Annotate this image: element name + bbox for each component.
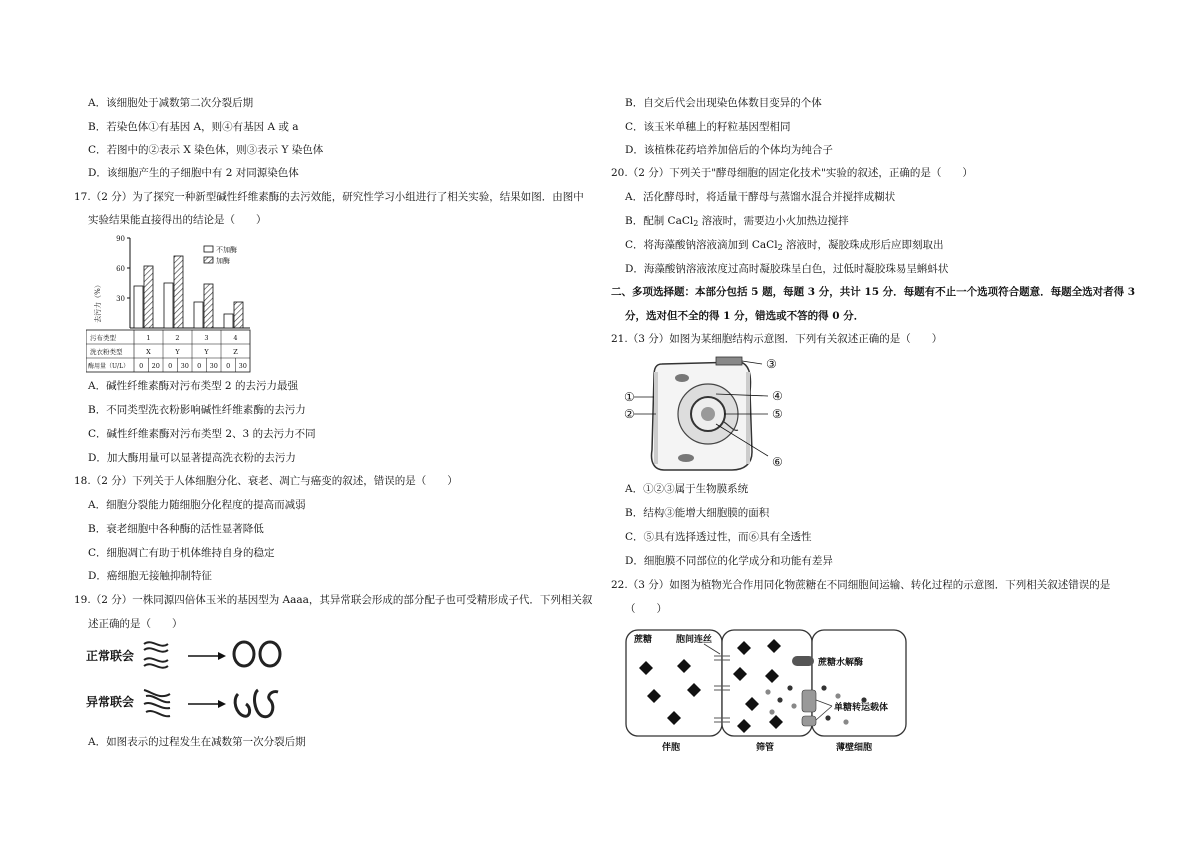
q19-option-d: D．该植株花药培养加倍后的个体均为纯合子 bbox=[625, 144, 833, 156]
bar-enzyme-2 bbox=[174, 256, 183, 328]
normal-rings bbox=[234, 642, 280, 666]
q16-option-d: D．该细胞产生的子细胞中有 2 对同源染色体 bbox=[88, 167, 299, 179]
arrow-abnormal bbox=[188, 700, 226, 708]
monosaccharide-molecule bbox=[777, 697, 782, 702]
bar-enzyme-4 bbox=[234, 302, 243, 328]
label-parenchyma: 薄壁细胞 bbox=[836, 743, 873, 753]
table-cell: 20 bbox=[151, 362, 160, 370]
table-cell: 30 bbox=[238, 362, 247, 370]
label-companion-cell: 伴胞 bbox=[662, 743, 681, 753]
bar-enzyme-3 bbox=[204, 284, 213, 328]
table-cell: 30 bbox=[209, 362, 218, 370]
transporter-protein bbox=[802, 690, 816, 712]
transporter-protein bbox=[802, 716, 816, 726]
q21-cell-figure bbox=[620, 352, 798, 476]
y-tick-90: 90 bbox=[116, 235, 125, 243]
label-3: ③ bbox=[766, 357, 777, 371]
bars-group bbox=[134, 256, 243, 328]
label-4: ④ bbox=[772, 389, 783, 403]
table-cell: 0 bbox=[197, 362, 202, 370]
monosaccharide-molecule bbox=[821, 685, 826, 690]
normal-synapsis-label: 正常联会 bbox=[86, 649, 135, 663]
label-5: ⑤ bbox=[772, 407, 783, 421]
y-axis-label: 去污力（%） bbox=[94, 281, 102, 323]
normal-chromosomes bbox=[144, 642, 168, 667]
q19-option-b: B．自交后代会出现染色体数目变异的个体 bbox=[625, 97, 822, 109]
nucleolus bbox=[701, 407, 715, 421]
q17-bar-chart bbox=[86, 232, 256, 374]
q21-option-c: C．⑤具有选择透过性，而⑥具有全透性 bbox=[625, 531, 812, 543]
monosaccharide-molecule bbox=[835, 693, 840, 698]
label-plasmodesma: 胞间连丝 bbox=[676, 635, 713, 645]
sieve-tube bbox=[722, 630, 812, 736]
mitochondrion-icon bbox=[678, 454, 694, 462]
label-sieve-tube: 筛管 bbox=[756, 743, 775, 753]
bar-no-enzyme-2 bbox=[164, 283, 173, 328]
q17-stem-line2: 实验结果能直接得出的结论是（ ） bbox=[88, 214, 267, 226]
y-tick-60: 60 bbox=[116, 265, 125, 273]
monosaccharide-molecule bbox=[769, 709, 774, 714]
q17-table bbox=[86, 330, 250, 372]
q16-option-a: A．该细胞处于减数第二次分裂后期 bbox=[88, 97, 254, 109]
q18-stem: 18.（2 分）下列关于人体细胞分化、衰老、凋亡与癌变的叙述，错误的是（ ） bbox=[74, 475, 458, 487]
table-cell: Y bbox=[175, 348, 180, 356]
section2-heading-line1: 二、多项选择题：本部分包括 5 题，每题 3 分，共计 15 分．每题有不止一个选项符合题意．每题全选对者得 3 bbox=[611, 286, 1136, 298]
abnormal-synapsis-label: 异常联会 bbox=[86, 695, 135, 709]
q17-option-c: C．碱性纤维素酶对污布类型 2、3 的去污力不同 bbox=[88, 428, 316, 440]
q17-option-d: D．加大酶用量可以显著提高洗衣粉的去污力 bbox=[88, 452, 296, 464]
q20-stem: 20.（2 分）下列关于"酵母细胞的固定化技术"实验的叙述，正确的是（ ） bbox=[611, 167, 973, 179]
table-cell: Y bbox=[204, 348, 209, 356]
monosaccharide-molecule bbox=[791, 703, 796, 708]
q17-option-b: B．不同类型洗衣粉影响碱性纤维素酶的去污力 bbox=[88, 404, 306, 416]
table-header-dosage: 酶用量（U/L） bbox=[88, 363, 130, 370]
legend-no-enzyme: 不加酶 bbox=[216, 246, 237, 254]
table-cell: 0 bbox=[139, 362, 144, 370]
label-transporter: 单糖转运载体 bbox=[834, 703, 889, 713]
table-header-cloth: 污布类型 bbox=[90, 334, 116, 342]
table-header-powder: 洗衣粉类型 bbox=[90, 348, 123, 356]
q16-option-b: B．若染色体①有基因 A，则④有基因 A 或 a bbox=[88, 121, 299, 133]
abnormal-chromosomes bbox=[144, 690, 170, 716]
table-cell: X bbox=[146, 348, 151, 356]
bar-no-enzyme-3 bbox=[194, 302, 203, 328]
monosaccharide-molecule bbox=[787, 685, 792, 690]
bar-no-enzyme-1 bbox=[134, 286, 143, 328]
q19-synapsis-figure bbox=[86, 634, 296, 726]
q22-stem-line2: （ ） bbox=[625, 603, 667, 615]
legend-enzyme: 加酶 bbox=[216, 257, 230, 265]
q21-option-a: A．①②③属于生物膜系统 bbox=[625, 483, 749, 495]
q20-option-c: C．将海藻酸钠溶液滴加到 CaCl$_2$ 溶液时，凝胶珠成形后应即刻取出 bbox=[625, 239, 944, 252]
arrow-normal bbox=[188, 652, 226, 660]
parenchyma-cell bbox=[812, 630, 906, 736]
q21-option-d: D．细胞膜不同部位的化学成分和功能有差异 bbox=[625, 555, 833, 567]
monosaccharide-molecule bbox=[843, 719, 848, 724]
table-cell: 4 bbox=[233, 334, 238, 342]
label-invertase: 蔗糖水解酶 bbox=[818, 658, 864, 668]
table-cell: 0 bbox=[226, 362, 231, 370]
monosaccharide-molecule bbox=[825, 715, 830, 720]
bar-enzyme-1 bbox=[144, 266, 153, 328]
q17-option-a: A．碱性纤维素酶对污布类型 2 的去污力最强 bbox=[88, 380, 298, 392]
q19-option-c: C．该玉米单穗上的籽粒基因型相同 bbox=[625, 121, 791, 133]
q21-option-b: B．结构③能增大细胞膜的面积 bbox=[625, 507, 770, 519]
legend-swatch-enzyme bbox=[204, 257, 213, 263]
table-cell: 30 bbox=[180, 362, 189, 370]
table-cell: 1 bbox=[146, 334, 151, 342]
bar-no-enzyme-4 bbox=[224, 314, 233, 328]
q19-stem-line1: 19.（2 分）一株同源四倍体玉米的基因型为 Aaaa，其异常联会形成的部分配子也可受精形成子代．下列相关叙 bbox=[74, 594, 593, 606]
abnormal-shapes bbox=[235, 690, 278, 717]
monosaccharide-molecule bbox=[861, 697, 866, 702]
q20-option-a: A．活化酵母时，将适量干酵母与蒸馏水混合并搅拌成糊状 bbox=[625, 191, 896, 203]
q18-option-d: D．癌细胞无接触抑制特征 bbox=[88, 570, 212, 582]
y-tick-30: 30 bbox=[116, 295, 125, 303]
microvilli bbox=[716, 357, 742, 365]
q21-stem: 21.（3 分）如图为某细胞结构示意图．下列有关叙述正确的是（ ） bbox=[611, 333, 943, 345]
table-cell: Z bbox=[233, 348, 238, 356]
q18-option-b: B．衰老细胞中各种酶的活性显著降低 bbox=[88, 523, 264, 535]
label-1: ① bbox=[624, 390, 635, 404]
label-2: ② bbox=[624, 407, 635, 421]
table-cell: 2 bbox=[175, 334, 180, 342]
label-6: ⑥ bbox=[772, 455, 783, 469]
monosaccharide-molecule bbox=[765, 689, 770, 694]
legend-swatch-no-enzyme bbox=[204, 246, 213, 252]
label-sucrose: 蔗糖 bbox=[634, 635, 653, 645]
q20-option-d: D．海藻酸钠溶液浓度过高时凝胶珠呈白色，过低时凝胶珠易呈蝌蚪状 bbox=[625, 263, 949, 275]
q22-transport-figure bbox=[624, 626, 910, 754]
table-cell: 3 bbox=[204, 334, 209, 342]
invertase-enzyme bbox=[792, 656, 814, 666]
table-cell: 0 bbox=[168, 362, 173, 370]
q18-option-a: A．细胞分裂能力随细胞分化程度的提高而减弱 bbox=[88, 499, 306, 511]
q19-stem-line2: 述正确的是（ ） bbox=[88, 618, 183, 630]
mitochondrion-icon bbox=[675, 374, 689, 382]
q18-option-c: C．细胞凋亡有助于机体维持自身的稳定 bbox=[88, 547, 275, 559]
q22-stem-line1: 22.（3 分）如图为植物光合作用同化物蔗糖在不同细胞间运输、转化过程的示意图．下列相关叙述错误的是 bbox=[611, 579, 1111, 591]
q19-option-a: A．如图表示的过程发生在减数第一次分裂后期 bbox=[88, 736, 306, 748]
section2-heading-line2: 分，选对但不全的得 1 分，错选或不答的得 0 分． bbox=[625, 310, 865, 322]
q20-option-b: B．配制 CaCl$_2$ 溶液时，需要边小火加热边搅拌 bbox=[625, 215, 849, 228]
q17-stem-line1: 17.（2 分）为了探究一种新型碱性纤维素酶的去污效能，研究性学习小组进行了相关实验，结果如图．由图中 bbox=[74, 191, 584, 203]
q16-option-c: C．若图中的②表示 X 染色体，则③表示 Y 染色体 bbox=[88, 144, 324, 156]
